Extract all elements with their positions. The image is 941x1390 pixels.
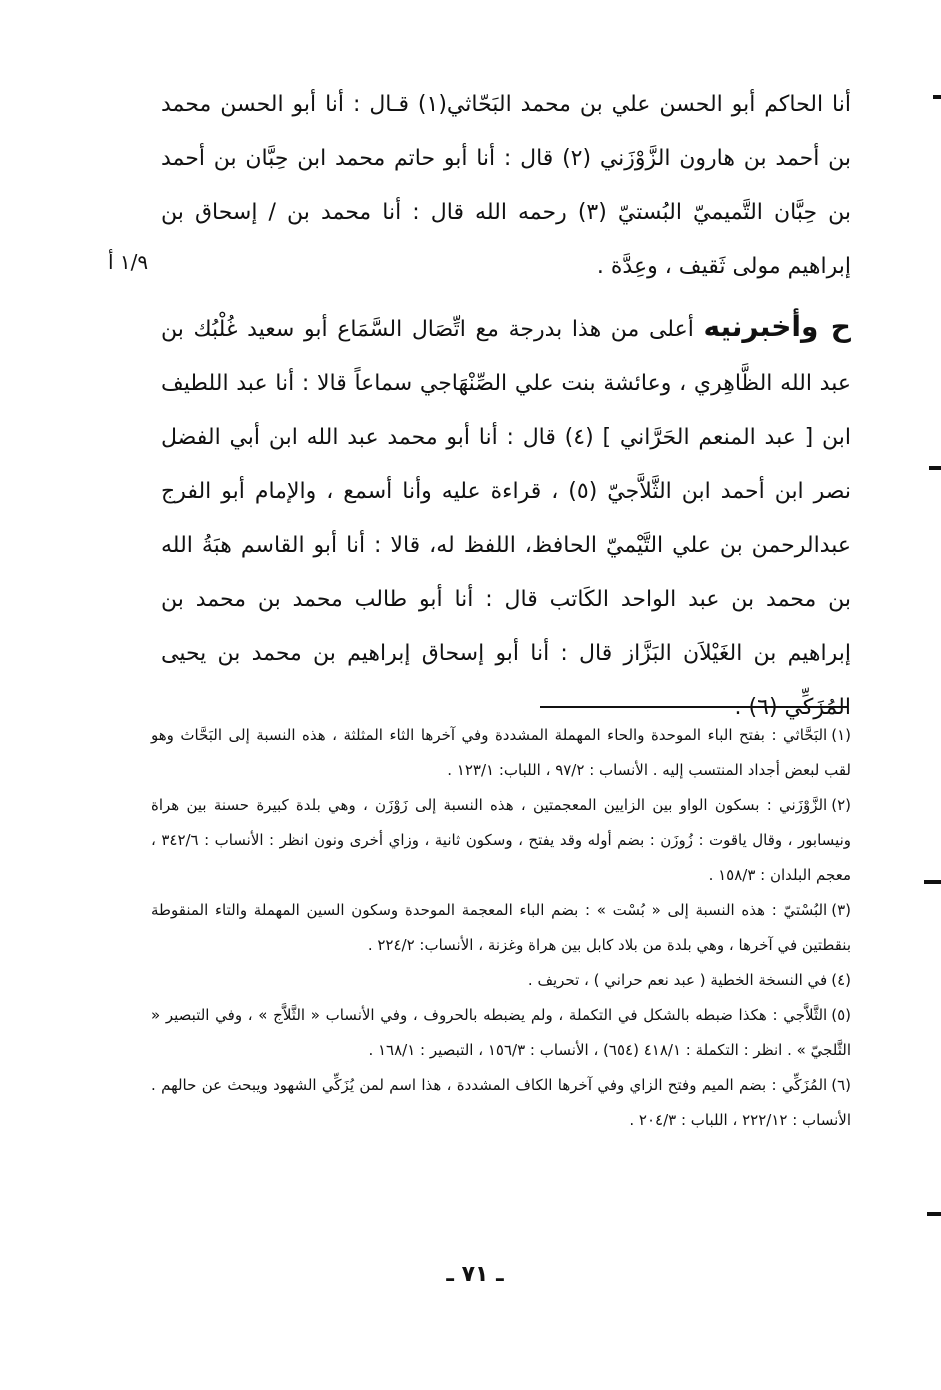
footnotes <box>151 718 851 1138</box>
footnote-text: البَحَّاثي : بفتح الباء الموحدة والحاء المهملة المشددة وفي آخرها الثاء المثلثة ، هذه النسبة إلى البَحَّاث وهو لقب لبعض أجداد المنتسب إليه . الأنساب : ٩٧/٢ ، اللباب: ١٢٣/١ . <box>151 726 851 779</box>
scan-edge-mark <box>933 95 941 99</box>
footnote-text: المُزَكِّي : بضم الميم وفتح الزاي وفي آخرها الكاف المشددة ، هذا اسم لمن يُزَكِّي الشهود ويبحث عن حالهم . الأنساب : ٢٢٢/١٢ ، اللباب : ٢٠٤/٣ . <box>151 1076 851 1129</box>
scan-edge-mark <box>929 466 941 470</box>
footnote-divider <box>540 706 848 708</box>
footnote-number: (٢) <box>831 796 851 814</box>
footnote-number: (٤) <box>831 971 851 989</box>
footnote-5 <box>151 998 851 1068</box>
footnote-3 <box>151 893 851 963</box>
footnote-4 <box>151 963 851 998</box>
footnote-2 <box>151 788 851 893</box>
page-number: ـ ٧١ ـ <box>446 1262 504 1287</box>
paragraph-2-body: أعلى من هذا بدرجة مع اتِّصَال السَّمَاع أبو سعيد غُلْبُك بن عبد الله الظَّاهِري ، وعائشة بنت علي الصِّنْهَاجي سماعاً قالا : أنا عبد اللطيف ابن [ عبد المنعم الحَرَّاني ] (٤) قال : أنا أبو محمد عبد الله ابن أبي الفضل نصر ابن أحمد ابن الثَّلاَّجيّ (٥) ، قراءة عليه وأنا أسمع ، والإمام أبو الفرج عبدالرحمن بن علي التَّيْميّ الحافظ، اللفظ له، قالا : أنا أبو القاسم هبَةُ الله بن محمد بن عبد الواحد الكَاتب قال : أنا أبو طالب محمد بن محمد بن إبراهيم بن الغَيْلاَن البَزَّاز قال : أنا أبو إسحاق إبراهيم بن محمد بن يحيى المُزَكِّي (٦) . <box>161 317 851 720</box>
scan-edge-mark <box>927 1212 941 1216</box>
main-text <box>161 78 851 735</box>
paragraph-1: أنا الحاكم أبو الحسن علي بن محمد البَحّاثي(١) قـال : أنا أبو الحسن محمد بن أحمد بن هارون الزَّوْزَني (٢) قال : أنا أبو حاتم محمد ابن حِبَّان بن أحمد بن حِبَّان التَّميميّ البُستيّ (٣) رحمه الله قال : أنا محمد بن / إسحاق بن إبراهيم مولى ثَقيف ، وعِدَّة . <box>161 92 852 279</box>
footnote-number: (١) <box>831 726 851 744</box>
footnote-text: البُسْتيّ : هذه النسبة إلى « بُسْت » : بضم الباء المعجمة الموحدة وسكون السين المهملة والتاء المنقوطة بنقطتين في آخرها ، وهي بلدة من بلاد كابل بين هراة وغزنة ، الأنساب: ٢٢٤/٢ . <box>151 901 851 954</box>
footnote-1 <box>151 718 851 788</box>
scan-edge-mark <box>924 880 941 884</box>
footnote-number: (٥) <box>831 1006 851 1024</box>
footnote-text: في النسخة الخطية ( عبد نعم حراني ) ، تحريف . <box>527 971 828 989</box>
footnote-text: الزَّوْزَني : بسكون الواو بين الزايين المعجمتين ، هذه النسبة إلى زَوْزَن ، وهي بلدة كبيرة حسنة بين هراة ونيسابور ، وقال ياقوت : زُوزَن : بضم أوله وقد يفتح ، وسكون ثانية ، وزاي أخرى ونون انظر : الأنساب : ٣٤٢/٦ ، معجم البلدان : ١٥٨/٣ . <box>151 796 852 884</box>
paragraph-2 <box>161 300 851 735</box>
footnote-number: (٣) <box>831 901 851 919</box>
paragraph-2-lead: ح وأخبرنيه <box>703 310 851 343</box>
footnote-text: الثَّلاَّجي : هكذا ضبطه بالشكل في التكملة ، ولم يضبطه بالحروف ، وفي الأنساب « الثَّلاَّج » ، وفي التبصير « الثَّلجيّ » . انظر : التكملة : ٤١٨/١ (٦٥٤) ، الأنساب : ١٥٦/٣ ، التبصير : ١٦٨/١ . <box>151 1006 851 1059</box>
footnote-6 <box>151 1068 851 1138</box>
footnote-number: (٦) <box>831 1076 851 1094</box>
manuscript-folio-reference: ١/٩ أ <box>108 250 149 274</box>
